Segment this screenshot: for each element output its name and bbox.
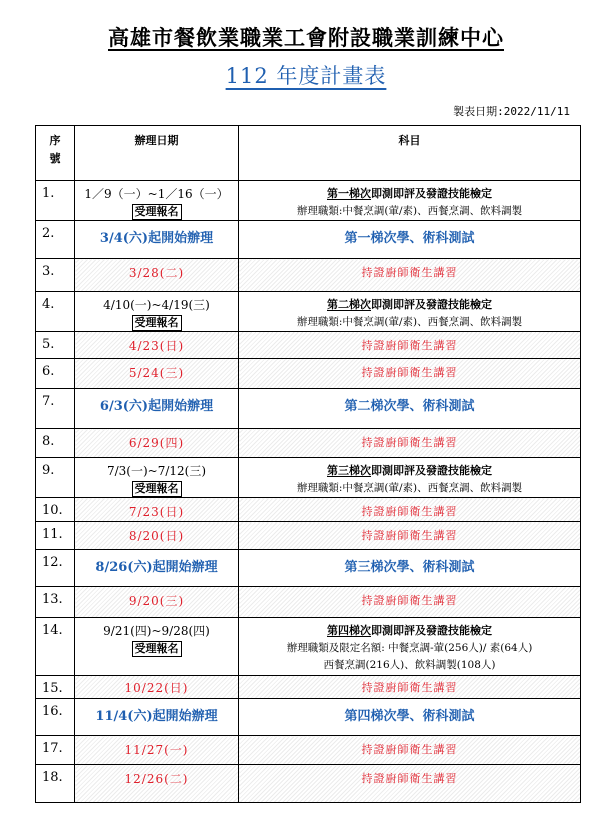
row-subject — [239, 618, 581, 676]
date-text: 4/23(日) — [128, 339, 185, 353]
row-subject — [239, 587, 581, 618]
header-date: 辦理日期 — [75, 126, 239, 181]
date-text: 7/3(一)~7/12(三) — [106, 464, 207, 478]
row-date — [75, 765, 239, 803]
registration-label: 受理報名 — [132, 315, 182, 331]
subject-detail: 辦理職類:中餐烹調(葷/素)、西餐烹調、飲料調製 — [296, 205, 523, 217]
row-subject — [239, 181, 581, 221]
date-text: 6/3(六)起開始辦理 — [99, 399, 214, 414]
subject-text: 持證廚師衛生講習 — [361, 366, 458, 379]
row-date — [75, 676, 239, 699]
date-text: 4/10(一)~4/19(三) — [103, 298, 210, 312]
subject-text: 持證廚師衛生講習 — [361, 436, 458, 449]
row-no: 4. — [36, 292, 75, 332]
row-subject — [239, 389, 581, 429]
row-no: 10. — [36, 498, 75, 522]
subject-text: 持證廚師衛生講習 — [361, 505, 458, 518]
table-row — [36, 522, 581, 550]
row-no: 6. — [36, 359, 75, 389]
page-subtitle: 112 年度計畫表 — [225, 64, 387, 88]
row-subject — [239, 498, 581, 522]
subject-text: 持證廚師衛生講習 — [361, 594, 458, 607]
row-no: 12. — [36, 550, 75, 587]
date-text: 10/22(日) — [124, 681, 189, 695]
row-subject — [239, 292, 581, 332]
table-row — [36, 458, 581, 498]
subject-text: 第四梯次學、術科測試 — [344, 709, 475, 724]
row-subject — [239, 332, 581, 359]
table-row — [36, 389, 581, 429]
registration-label: 受理報名 — [132, 204, 182, 220]
row-date — [75, 522, 239, 550]
table-row — [36, 618, 581, 676]
date-text: 3/4(六)起開始辦理 — [99, 231, 214, 246]
row-no: 11. — [36, 522, 75, 550]
table-row — [36, 736, 581, 765]
table-row — [36, 676, 581, 699]
subject-text: 第二梯次學、術科測試 — [344, 399, 475, 414]
date-text: 12/26(二) — [124, 772, 189, 786]
page-title: 高雄市餐飲業職業工會附設職業訓練中心 — [108, 25, 504, 50]
date-text: 11/27(一) — [124, 743, 189, 757]
subject-detail: 辦理職類:中餐烹調(葷/素)、西餐烹調、飲料調製 — [296, 316, 523, 328]
date-text: 8/20(日) — [128, 529, 185, 543]
subject-detail-2: 西餐烹調(216人)、飲料調製(108人) — [323, 659, 496, 671]
subject-text: 持證廚師衛生講習 — [361, 681, 458, 694]
table-row — [36, 221, 581, 259]
subject-detail: 辦理職類及限定名額: 中餐烹調-葷(256人)/ 素(64人) — [286, 642, 533, 654]
row-no: 13. — [36, 587, 75, 618]
subject-title: 即測即評及發證技能檢定 — [371, 464, 492, 477]
made-date: 製表日期:2022/11/11 — [453, 105, 570, 118]
subject-text: 持證廚師衛生講習 — [361, 772, 458, 785]
row-no: 3. — [36, 259, 75, 292]
batch-name: 第二梯次 — [327, 298, 371, 311]
table-row — [36, 587, 581, 618]
subject-text: 持證廚師衛生講習 — [361, 529, 458, 542]
date-text: 9/21(四)~9/28(四) — [103, 624, 210, 638]
row-no: 15. — [36, 676, 75, 699]
table-row — [36, 429, 581, 458]
subject-text: 持證廚師衛生講習 — [361, 266, 458, 279]
row-date — [75, 699, 239, 736]
subject-text: 持證廚師衛生講習 — [361, 743, 458, 756]
row-date — [75, 736, 239, 765]
date-text: 5/24(三) — [128, 366, 185, 380]
batch-name: 第一梯次 — [327, 187, 371, 200]
row-date — [75, 498, 239, 522]
row-date — [75, 458, 239, 498]
row-subject — [239, 699, 581, 736]
row-subject — [239, 676, 581, 699]
date-text: 7/23(日) — [128, 505, 185, 519]
row-no: 9. — [36, 458, 75, 498]
row-date — [75, 181, 239, 221]
row-no: 7. — [36, 389, 75, 429]
header-subject: 科目 — [239, 126, 581, 181]
subject-text: 第一梯次學、術科測試 — [344, 231, 475, 246]
row-subject — [239, 765, 581, 803]
row-no: 18. — [36, 765, 75, 803]
table-row — [36, 259, 581, 292]
subject-text: 第三梯次學、術科測試 — [344, 560, 475, 575]
date-text: 8/26(六)起開始辦理 — [95, 560, 218, 575]
table-row — [36, 359, 581, 389]
row-date — [75, 550, 239, 587]
date-text: 6/29(四) — [128, 436, 185, 450]
row-date — [75, 292, 239, 332]
row-subject — [239, 359, 581, 389]
row-no: 1. — [36, 181, 75, 221]
date-text: 9/20(三) — [128, 594, 185, 608]
subject-text: 持證廚師衛生講習 — [361, 339, 458, 352]
registration-label: 受理報名 — [132, 641, 182, 657]
date-text: 1／9（一）~1／16（一） — [84, 187, 229, 201]
table-row — [36, 332, 581, 359]
row-subject — [239, 550, 581, 587]
row-date — [75, 359, 239, 389]
date-text: 11/4(六)起開始辦理 — [95, 709, 218, 724]
row-no: 14. — [36, 618, 75, 676]
row-no: 16. — [36, 699, 75, 736]
subject-detail: 辦理職類:中餐烹調(葷/素)、西餐烹調、飲料調製 — [296, 482, 523, 494]
row-subject — [239, 736, 581, 765]
table-header-row — [36, 126, 581, 181]
row-subject — [239, 458, 581, 498]
table-row — [36, 765, 581, 803]
table-row — [36, 550, 581, 587]
batch-name: 第四梯次 — [327, 624, 371, 637]
row-no: 5. — [36, 332, 75, 359]
row-subject — [239, 429, 581, 458]
row-date — [75, 618, 239, 676]
table-row — [36, 181, 581, 221]
row-date — [75, 332, 239, 359]
registration-label: 受理報名 — [132, 481, 182, 497]
header-no: 序 號 — [36, 126, 75, 181]
row-date — [75, 587, 239, 618]
table-row — [36, 498, 581, 522]
row-subject — [239, 259, 581, 292]
row-no: 2. — [36, 221, 75, 259]
row-date — [75, 429, 239, 458]
row-date — [75, 389, 239, 429]
batch-name: 第三梯次 — [327, 464, 371, 477]
row-subject — [239, 221, 581, 259]
row-no: 17. — [36, 736, 75, 765]
table-row — [36, 292, 581, 332]
table-row — [36, 699, 581, 736]
subject-title: 即測即評及發證技能檢定 — [371, 187, 492, 200]
subject-title: 即測即評及發證技能檢定 — [371, 298, 492, 311]
row-no: 8. — [36, 429, 75, 458]
row-date — [75, 259, 239, 292]
subject-title: 即測即評及發證技能檢定 — [371, 624, 492, 637]
row-date — [75, 221, 239, 259]
schedule-table — [35, 125, 581, 803]
date-text: 3/28(二) — [128, 266, 185, 280]
row-subject — [239, 522, 581, 550]
